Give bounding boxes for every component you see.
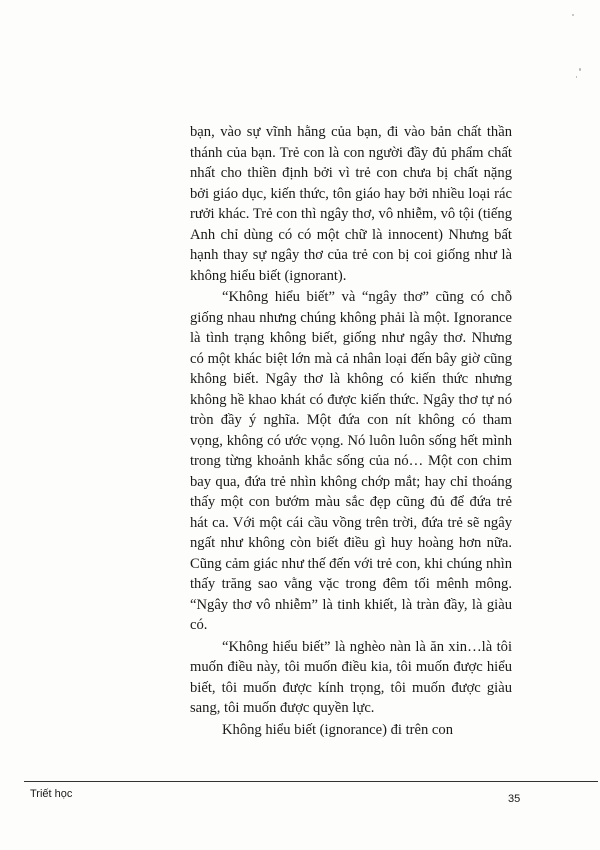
paragraph: bạn, vào sự vĩnh hằng của bạn, đi vào bản chất thần thánh của bạn. Trẻ con là con người đầy đủ phẩm chất nhất cho thiền định bởi vì trẻ con chưa bị chất nặng bởi giáo dục, kiến thức, tôn giáo hay bởi nhiều loại rác rưởi khác. Trẻ con thì ngây thơ, vô nhiễm, vô tội (tiếng Anh chỉ dùng có có một chữ là innocent) Nhưng bất hạnh thay sự ngây thơ của trẻ con bị coi giống như là không hiểu biết (ignorant). [190,124,512,284]
paragraph: “Không hiểu biết” là nghèo nàn là ăn xin…là tôi muốn điều này, tôi muốn điều kia, tôi muốn được hiểu biết, tôi muốn được kính trọng, tôi muốn được giàu sang, tôi muốn được quyền lực. [190,638,512,716]
scan-speck [576,76,577,78]
paragraph: Không hiểu biết (ignorance) đi trên con [222,721,453,738]
paragraph: “Không hiểu biết” và “ngây thơ” cũng có chỗ giống nhau nhưng chúng không phải là một. Ignorance là tình trạng không biết, giống như ngây thơ. Nhưng có một khác biệt lớn mà cả nhân loại đến bây giờ cũng không biết. Ngây thơ là không có kiến thức nhưng không hề khao khát có được kiến thức. Ngây thơ tự nó tròn đầy ý nghĩa. Một đứa con nít không có tham vọng, không có ước vọng. Nó luôn luôn sống hết mình trong từng khoảnh khắc sống của nó… Một con chim bay qua, đứa trẻ nhìn không chớp mắt; hay chỉ thoáng thấy một con bướm màu sắc đẹp cũng đủ để đứa trẻ hát ca. Với một cái cầu vồng trên trời, đứa trẻ sẽ ngây ngất như không còn biết điều gì huy hoàng hơn nữa. Cũng cảm giác như thế đến với trẻ con, khi chúng nhìn thấy trăng sao vằng vặc trong đêm tối mênh mông. “Ngây thơ vô nhiễm” là tinh khiết, là tràn đầy, là giàu có. [190,289,512,633]
footer-book-title: Triết học [30,788,73,800]
footer-page-number: 35 [508,793,521,805]
scan-speck [579,68,581,71]
footer-rule [24,781,598,782]
scan-speck [572,14,574,16]
page-body-text [190,122,512,740]
